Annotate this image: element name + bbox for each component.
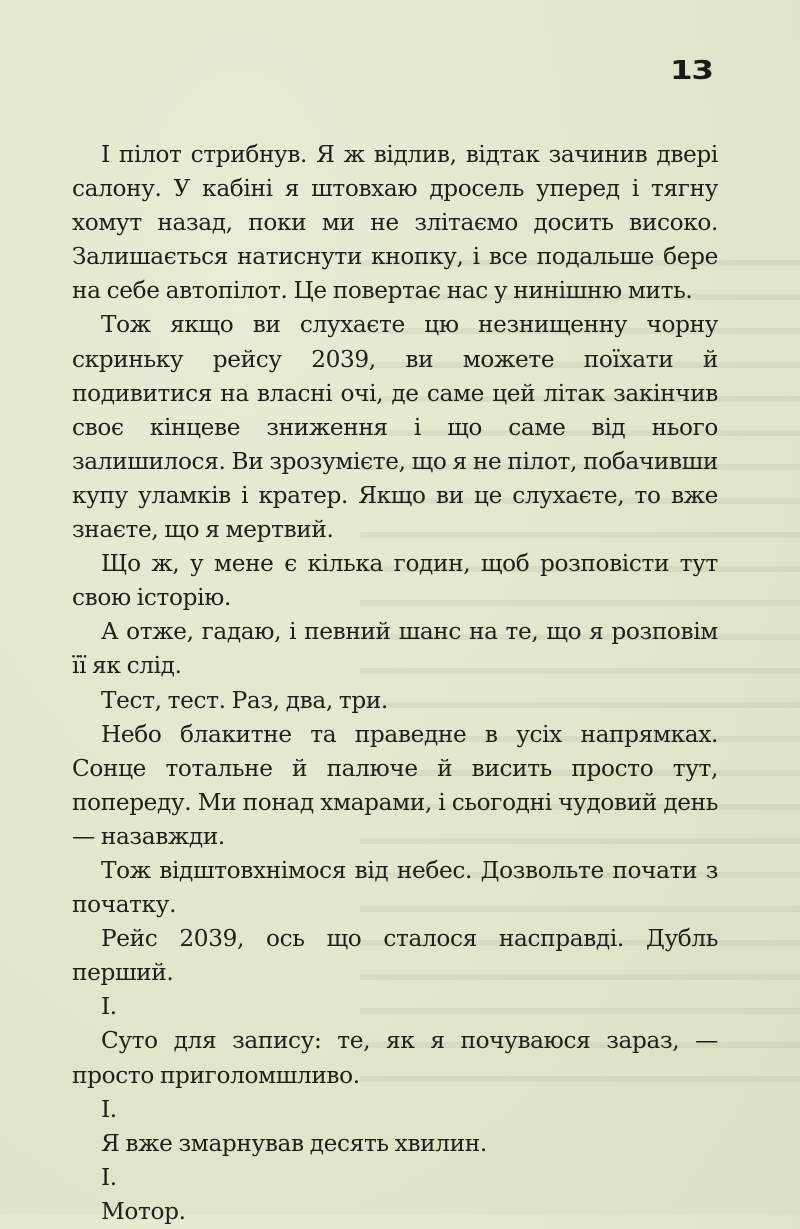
paragraph: І. (101, 1163, 117, 1191)
paragraph: Рейс 2039, ось що сталося насправді. Дубль перший. (72, 925, 718, 987)
paragraph: І. (101, 993, 117, 1021)
page-number: 13 (670, 56, 713, 86)
paragraph: І. (101, 1095, 117, 1123)
paragraph: А отже, гадаю, і певний шанс на те, що я розповім її як слід. (72, 618, 718, 680)
paragraph: Небо блакитне та праведне в усіх напрямках. Сонце тотальне й палюче й висить просто тут, попереду. Ми понад хмарами, і сьогодні чудовий день — назавжди. (72, 720, 718, 850)
paragraph: Суто для запису: те, як я почуваюся зараз, — просто приголомшливо. (72, 1027, 718, 1089)
paragraph: Тест, тест. Раз, два, три. (101, 686, 388, 714)
paragraph: Мотор. (101, 1197, 186, 1225)
paragraph: Я вже змарнував десять хвилин. (101, 1129, 487, 1157)
body-text (72, 138, 718, 1229)
paragraph: Що ж, у мене є кілька годин, щоб розповісти тут свою історію. (72, 550, 718, 612)
paragraph: Тож якщо ви слухаєте цю незнищенну чорну скриньку рейсу 2039, ви можете поїхати й подивитися на власні очі, де саме цей літак закінчив своє кінцеве зниження і що саме від нього залишилося. Ви зрозумієте, що я не пілот, побачивши купу уламків і кратер. Якщо ви це слухаєте, то вже знаєте, що я мертвий. (72, 311, 718, 544)
paragraph: Тож відштовхнімося від небес. Дозвольте почати з початку. (72, 856, 718, 919)
paragraph: І пілот стрибнув. Я ж відлив, відтак зачинив двері салону. У кабіні я штовхаю дросель уперед і тягну хомут назад, поки ми не злітаємо досить високо. Залишається натиснути кнопку, і все подальше бере на себе автопілот. Це повертає нас у нинішню мить. (72, 141, 718, 305)
